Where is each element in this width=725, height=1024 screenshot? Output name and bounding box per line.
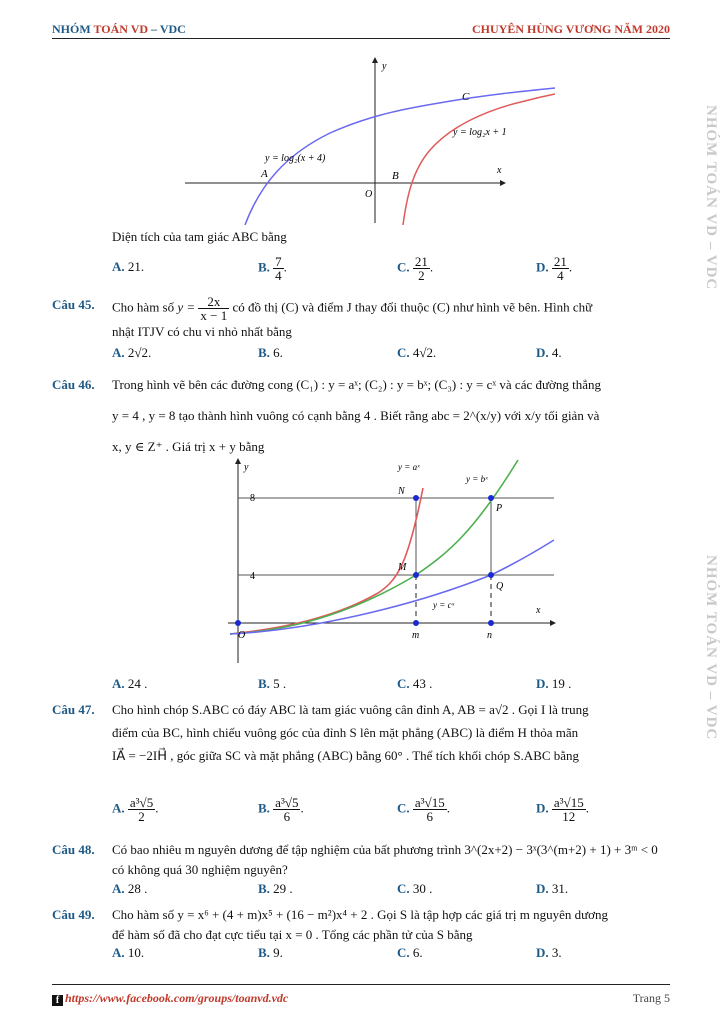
graph1-y-label: y bbox=[382, 61, 387, 72]
q45-option-d[interactable]: D. 4. bbox=[536, 345, 562, 360]
graph2-label-c: y = cˣ bbox=[433, 600, 455, 610]
graph-log-functions bbox=[185, 55, 605, 225]
q48-line1: Có bao nhiêu m nguyên dương để tập nghiệm của bất phương trình 3^(2x+2) − 3ˣ(3^(m+2) + 1) + 3ᵐ < 0 bbox=[112, 842, 658, 857]
q46-number: Câu 46. bbox=[52, 377, 95, 392]
q47-option-b[interactable]: B. $\frac{\text{a³√5}}{6}$ . bbox=[258, 795, 304, 824]
graph1-origin-label: O bbox=[365, 189, 373, 200]
page-footer bbox=[52, 984, 670, 1009]
q46-option-c[interactable]: C. 43 . bbox=[397, 676, 433, 691]
q49-option-a[interactable]: A. 10. bbox=[112, 945, 145, 960]
graph2-label-a: y = aˣ bbox=[398, 462, 420, 472]
q49-options bbox=[112, 945, 672, 965]
question-48 bbox=[52, 840, 672, 880]
q45-option-a[interactable]: A. 2√2. bbox=[112, 345, 152, 360]
page-header bbox=[52, 20, 670, 39]
q48-line2: có không quá 30 nghiệm nguyên? bbox=[112, 862, 288, 877]
graph1-log2-x-plus-4-label: y = log₂(x + 4) bbox=[265, 153, 326, 164]
q44-option-b[interactable]: B. $\frac{7}{4}$ . bbox=[258, 254, 287, 283]
side-watermark-bottom: NHÓM TOÁN VD – VDC bbox=[703, 555, 719, 741]
graph1-point-A: A bbox=[261, 168, 268, 180]
q49-option-d[interactable]: D. 3. bbox=[536, 945, 562, 960]
q47-line3: IA⃗ = −2IH⃗ , góc giữa SC và mặt phẳng (ABC) bằng 60° . Thể tích khối chóp S.ABC bằng bbox=[112, 748, 580, 763]
header-exam-title: CHUYÊN HÙNG VƯƠNG NĂM 2020 bbox=[472, 22, 670, 36]
q49-option-b[interactable]: B. 9. bbox=[258, 945, 283, 960]
graph2-label-b: y = bˣ bbox=[466, 474, 488, 484]
header-left-3: – VDC bbox=[148, 22, 186, 36]
page-number: Trang 5 bbox=[632, 991, 670, 1005]
graph2-origin: O bbox=[238, 630, 246, 641]
q44-option-a[interactable]: A. 21. bbox=[112, 259, 145, 274]
q46-options bbox=[112, 676, 672, 696]
q44-option-c[interactable]: C. $\frac{21}{2}$ . bbox=[397, 254, 434, 283]
graph2-tick-8: 8 bbox=[250, 493, 255, 504]
header-left-1: NHÓM bbox=[52, 22, 94, 36]
q47-number: Câu 47. bbox=[52, 702, 95, 717]
q45-number: Câu 45. bbox=[52, 297, 95, 312]
q48-option-c[interactable]: C. 30 . bbox=[397, 881, 433, 896]
graph-exponential-square bbox=[228, 458, 558, 668]
question-45 bbox=[52, 295, 672, 342]
q48-option-d[interactable]: D. 31. bbox=[536, 881, 569, 896]
graph1-x-label: x bbox=[497, 165, 502, 176]
q49-line1: Cho hàm số y = x⁶ + (4 + m)x⁵ + (16 − m²)x⁴ + 2 . Gọi S là tập hợp các giá trị m nguyên dương bbox=[112, 907, 609, 922]
graph2-point-N: N bbox=[398, 486, 405, 497]
question-46 bbox=[52, 369, 672, 462]
graph1-log2x-plus-1-label: y = log₂x + 1 bbox=[453, 127, 507, 138]
q47-line1: Cho hình chóp S.ABC có đáy ABC là tam giác vuông cân đỉnh A, AB = a√2 . Gọi I là trung bbox=[112, 702, 589, 717]
question-49 bbox=[52, 905, 672, 945]
q45-line1: Cho hàm số y = $\frac{2x}{x - 1}$ có đồ thị (C) và điểm J thay đổi thuộc (C) như hình vẽ bên. Hình chữ bbox=[112, 294, 593, 323]
header-group-name bbox=[52, 22, 186, 37]
q47-options bbox=[112, 796, 672, 830]
graph2-tick-4: 4 bbox=[250, 571, 255, 582]
q46-line2: y = 4 , y = 8 tạo thành hình vuông có cạnh bằng 4 . Biết rằng abc = 2^(x/y) với x/y tối giản và bbox=[112, 408, 600, 423]
graph1-point-C: C bbox=[462, 91, 470, 103]
graph2-point-M: M bbox=[398, 562, 407, 573]
q46-line3: x, y ∈ Z⁺ . Giá trị x + y bằng bbox=[112, 439, 265, 454]
graph2-point-Q: Q bbox=[496, 581, 504, 592]
q47-option-a[interactable]: A. $\frac{\text{a³√5}}{2}$ . bbox=[112, 795, 159, 824]
graph2-x-label: x bbox=[536, 605, 541, 616]
side-watermark-top: NHÓM TOÁN VD – VDC bbox=[703, 105, 719, 291]
q46-option-d[interactable]: D. 19 . bbox=[536, 676, 572, 691]
q49-line2: để hàm số đã cho đạt cực tiểu tại x = 0 . Tổng các phần tử của S bằng bbox=[112, 927, 473, 942]
q48-options bbox=[112, 881, 672, 901]
q44-options bbox=[112, 255, 672, 285]
graph2-point-P: P bbox=[496, 503, 503, 514]
question-47 bbox=[52, 698, 672, 767]
header-left-2: TOÁN VD bbox=[93, 22, 149, 36]
q45-options bbox=[112, 345, 672, 365]
q47-option-c[interactable]: C. $\frac{\text{a³√15}}{6}$ . bbox=[397, 795, 450, 824]
facebook-icon: f bbox=[52, 995, 63, 1006]
graph2-y-label: y bbox=[244, 462, 249, 473]
q48-number: Câu 48. bbox=[52, 842, 95, 857]
q46-line1: Trong hình vẽ bên các đường cong (C₁) : y = aˣ; (C₂) : y = bˣ; (C₃) : y = cˣ và các đường thẳng bbox=[112, 377, 602, 392]
graph2-tick-n: n bbox=[487, 630, 492, 641]
q49-number: Câu 49. bbox=[52, 907, 95, 922]
q45-option-b[interactable]: B. 6. bbox=[258, 345, 283, 360]
q44-option-d[interactable]: D. $\frac{21}{4}$ . bbox=[536, 254, 573, 283]
q46-option-b[interactable]: B. 5 . bbox=[258, 676, 287, 691]
q46-option-a[interactable]: A. 24 . bbox=[112, 676, 148, 691]
graph2-tick-m: m bbox=[412, 630, 420, 641]
q48-option-b[interactable]: B. 29 . bbox=[258, 881, 293, 896]
q47-option-d[interactable]: D. $\frac{\text{a³√15}}{12}$ . bbox=[536, 795, 589, 824]
q44-stem: Diện tích của tam giác ABC bằng bbox=[112, 229, 287, 244]
q49-option-c[interactable]: C. 6. bbox=[397, 945, 423, 960]
q48-option-a[interactable]: A. 28 . bbox=[112, 881, 148, 896]
q47-line2: điểm của BC, hình chiếu vuông góc của đỉnh S lên mặt phẳng (ABC) là điểm H thỏa mãn bbox=[112, 725, 579, 740]
graph1-point-B: B bbox=[392, 170, 399, 182]
q45-line2: nhật ITJV có chu vi nhỏ nhất bằng bbox=[112, 324, 292, 339]
q45-option-c[interactable]: C. 4√2. bbox=[397, 345, 437, 360]
facebook-group-link[interactable]: f https://www.facebook.com/groups/toanvd.vdc bbox=[52, 991, 288, 1006]
